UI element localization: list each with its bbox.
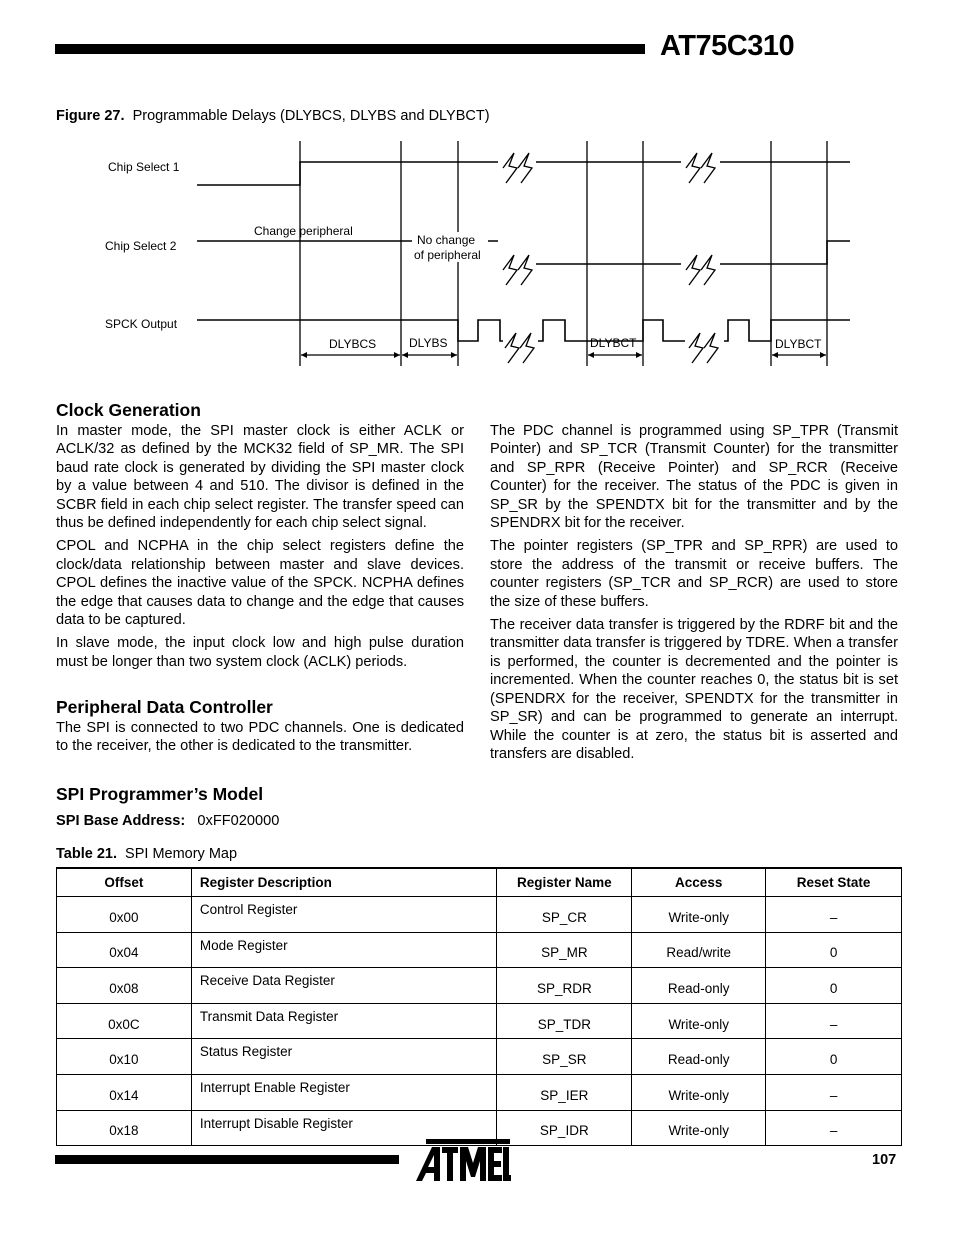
cell-offset: 0x04: [57, 932, 192, 968]
table-label: Table 21.: [56, 846, 117, 862]
cell-reset-state: –: [766, 1074, 902, 1110]
cell-description: Receive Data Register: [191, 968, 497, 1004]
heading-peripheral-data-controller: Peripheral Data Controller: [56, 697, 273, 717]
header-reset-state: Reset State: [766, 868, 902, 897]
table-row: [57, 897, 902, 933]
cell-description: Control Register: [191, 897, 497, 933]
cell-reset-state: –: [766, 1003, 902, 1039]
header-register-description: Register Description: [191, 868, 497, 897]
cell-description: Interrupt Disable Register: [191, 1110, 497, 1146]
cell-description: Mode Register: [191, 932, 497, 968]
cell-access: Write-only: [632, 897, 766, 933]
table-caption: [56, 846, 237, 862]
table-row: [57, 968, 902, 1004]
cell-description: Transmit Data Register: [191, 1003, 497, 1039]
header-register-name: Register Name: [497, 868, 632, 897]
footer-rule: [55, 1155, 399, 1164]
cell-register-name: SP_TDR: [497, 1003, 632, 1039]
figure-title: Programmable Delays (DLYBCS, DLYBS and DLYBCT): [132, 108, 490, 124]
cell-register-name: SP_MR: [497, 932, 632, 968]
figure-label: Figure 27.: [56, 108, 125, 124]
paragraph: In master mode, the SPI master clock is either ACLK or ACLK/32 as defined by the MCK32 field of SP_MR. The SPI baud rate clock is generated by dividing the SPI master clock by a value between 4 and 510. The divisor is defined in the SCBR field in each chip select register. The transfer speed can thus be defined independently for each chip select signal.: [56, 423, 464, 532]
header-rule: [55, 44, 645, 54]
cell-access: Write-only: [632, 1003, 766, 1039]
cell-description: Interrupt Enable Register: [191, 1074, 497, 1110]
delay-label-dlybct-2: DLYBCT: [775, 337, 822, 351]
cell-reset-state: –: [766, 1110, 902, 1146]
cell-access: Read-only: [632, 968, 766, 1004]
delay-label-dlybct-1: DLYBCT: [590, 336, 637, 350]
logo-text: ATMEL: [412, 1137, 416, 1138]
cell-register-name: SP_SR: [497, 1039, 632, 1075]
base-address: [56, 813, 279, 829]
cell-offset: 0x08: [57, 968, 192, 1004]
page-number: 107: [872, 1152, 897, 1168]
cell-access: Read/write: [632, 932, 766, 968]
header-access: Access: [632, 868, 766, 897]
cell-reset-state: 0: [766, 1039, 902, 1075]
cell-register-name: SP_CR: [497, 897, 632, 933]
cell-description: Status Register: [191, 1039, 497, 1075]
cell-register-name: SP_IER: [497, 1074, 632, 1110]
base-address-label: SPI Base Address:: [56, 813, 186, 829]
cell-reset-state: 0: [766, 968, 902, 1004]
annotation-no-change-2: of peripheral: [414, 248, 481, 262]
cell-register-name: SP_RDR: [497, 968, 632, 1004]
signal-label-cs1: Chip Select 1: [108, 160, 180, 174]
cell-offset: 0x14: [57, 1074, 192, 1110]
timing-diagram: [0, 135, 954, 370]
heading-clock-generation: Clock Generation: [56, 400, 201, 420]
pdc-body-right: [490, 422, 898, 768]
clock-generation-body: [56, 422, 464, 676]
cell-reset-state: –: [766, 897, 902, 933]
cell-access: Write-only: [632, 1110, 766, 1146]
paragraph: CPOL and NCPHA in the chip select registers define the clock/data relationship between master and slave devices. CPOL defines the inactive value of the SPCK. NCPHA defines the edge that causes data to change and the edge that causes data to be captured.: [56, 538, 464, 629]
delay-label-dlybcs: DLYBCS: [329, 337, 377, 351]
cell-access: Read-only: [632, 1039, 766, 1075]
cell-offset: 0x10: [57, 1039, 192, 1075]
annotation-no-change-1: No change: [417, 233, 476, 247]
spi-memory-map-table: [56, 867, 902, 1146]
table-row: [57, 1039, 902, 1075]
paragraph: The SPI is connected to two PDC channels. One is dedicated to the receiver, the other is dedicated to the transmitter.: [56, 720, 464, 755]
cell-access: Write-only: [632, 1074, 766, 1110]
pdc-body-left: [56, 719, 464, 761]
table-header-row: [57, 868, 902, 897]
table-row: [57, 1074, 902, 1110]
document-title: AT75C310: [660, 30, 795, 62]
atmel-logo: [412, 1137, 512, 1185]
cell-register-name: SP_IDR: [497, 1110, 632, 1146]
table-title: SPI Memory Map: [125, 846, 238, 862]
paragraph: The PDC channel is programmed using SP_TPR (Transmit Pointer) and SP_TCR (Transmit Counter) for the transmitter and SP_RPR (Receive Pointer) and SP_RCR (Receive Counter) for the receiver. The status of the PDC is given in SP_SR by the SPENDTX bit for the transmitter and by the SPENDRX bit for the receiver.: [490, 423, 898, 532]
paragraph: In slave mode, the input clock low and high pulse duration must be longer than two system clock (ACLK) periods.: [56, 635, 464, 670]
cell-offset: 0x0C: [57, 1003, 192, 1039]
cell-offset: 0x00: [57, 897, 192, 933]
paragraph: The pointer registers (SP_TPR and SP_RPR) are used to store the address of the transmit or receive buffers. The counter registers (SP_TCR and SP_RCR) are used to store the size of these buffers.: [490, 538, 898, 610]
table-row: [57, 1003, 902, 1039]
table-row: [57, 932, 902, 968]
cell-reset-state: 0: [766, 932, 902, 968]
cell-offset: 0x18: [57, 1110, 192, 1146]
annotation-change-peripheral: Change peripheral: [254, 224, 353, 238]
delay-label-dlybs: DLYBS: [409, 336, 448, 350]
paragraph: The receiver data transfer is triggered by the RDRF bit and the transmitter data transfer is triggered by TDRE. When a transfer is performed, the counter is decremented and the pointer is incremented. When the counter reaches 0, the status bit is set (SPENDRX for the receiver, SPENDTX for the transmitter in SP_SR) and can be programmed to generate an interrupt. While the counter is at zero, the status bit is asserted and transfers are disabled.: [490, 617, 898, 762]
base-address-value: 0xFF020000: [197, 813, 280, 829]
signal-label-cs2: Chip Select 2: [105, 239, 177, 253]
heading-spi-programmers-model: SPI Programmer’s Model: [56, 784, 264, 804]
header-offset: Offset: [57, 868, 192, 897]
figure-caption: [56, 108, 490, 124]
signal-label-spck: SPCK Output: [105, 317, 178, 331]
